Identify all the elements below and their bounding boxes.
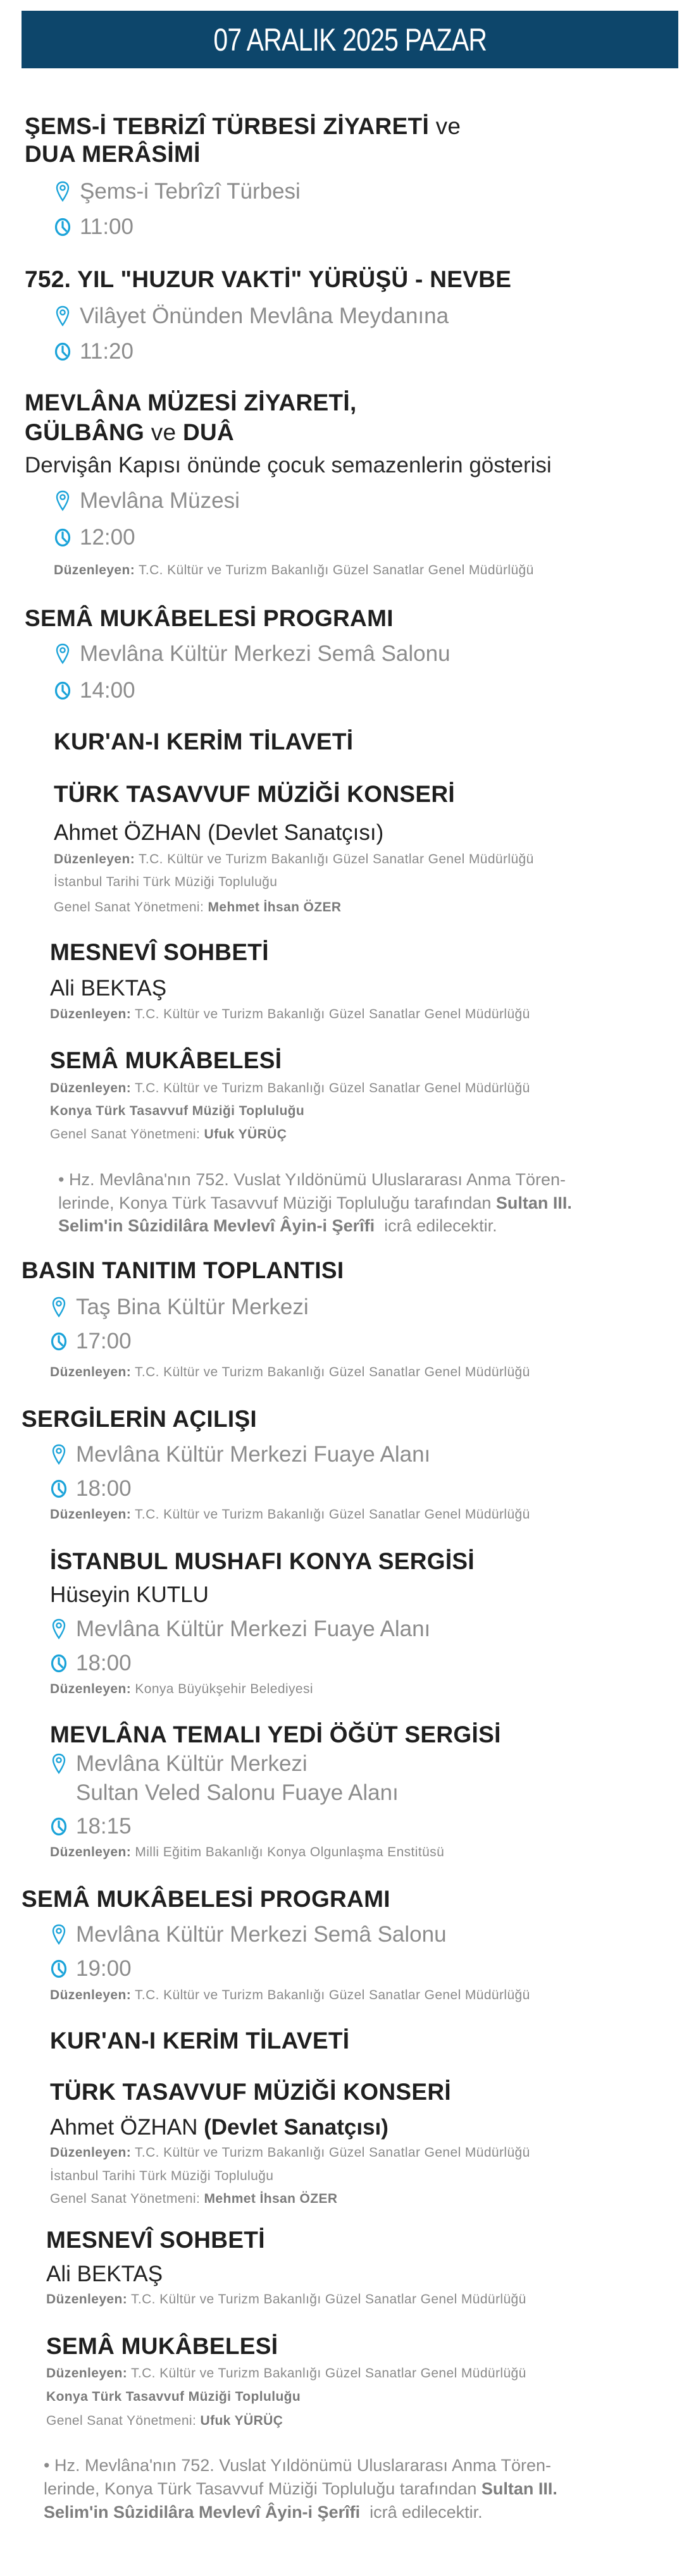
program-item-title: SEMÂ MUKÂBELESİ — [50, 1047, 282, 1073]
note-text: icrâ edilecektir. — [375, 1216, 497, 1235]
map-pin-icon — [50, 1618, 68, 1641]
title-suffix: ve — [429, 113, 461, 139]
event-location — [54, 487, 240, 515]
organizer-text: T.C. Kültür ve Turizm Bakanlığı Güzel Sanatlar Genel Müdürlüğü — [138, 852, 534, 866]
program-note-line — [58, 1214, 497, 1237]
organizer-label: Düzenleyen: — [46, 2366, 128, 2381]
clock-icon — [50, 1652, 68, 1675]
event-title: BASIN TANITIM TOPLANTISI — [22, 1257, 344, 1283]
event-location — [50, 1441, 430, 1469]
event-title-line2 — [25, 419, 234, 447]
event-description: Dervişân Kapısı önünde çocuk semazenlerin gösterisi — [25, 453, 552, 478]
ensemble: Konya Türk Tasavvuf Müziği Topluluğu — [46, 2389, 301, 2404]
title-text: ŞEMS-İ TEBRİZÎ TÜRBESİ ZİYARETİ — [25, 113, 430, 139]
time-text: 17:00 — [76, 1329, 132, 1353]
location-text: Şems-i Tebrîzî Türbesi — [80, 179, 301, 204]
event-location — [50, 1615, 430, 1643]
program-item-title: MESNEVÎ SOHBETİ — [46, 2227, 265, 2253]
map-pin-icon — [54, 180, 71, 203]
event-title: MEVLÂNA MÜZESİ ZİYARETİ, — [25, 390, 357, 416]
event-title: SERGİLERİN AÇILIŞI — [22, 1406, 258, 1432]
program-organizer — [46, 2290, 526, 2309]
performer-note: (Devlet Sanatçısı) — [208, 820, 384, 845]
time-text: 11:20 — [80, 339, 134, 364]
map-pin-icon — [50, 1753, 68, 1775]
program-note-line — [58, 1192, 572, 1214]
organizer-label: Düzenleyen: — [50, 1988, 132, 2002]
map-pin-icon — [50, 1923, 68, 1946]
note-bold: Sultan III. — [481, 2479, 557, 2498]
art-director — [46, 2412, 283, 2431]
program-note-line — [44, 2501, 483, 2524]
art-director-label: Genel Sanat Yönetmeni: — [46, 2413, 197, 2428]
map-pin-icon — [54, 643, 71, 665]
ensemble: İstanbul Tarihi Türk Müziği Topluluğu — [54, 875, 278, 889]
date-heading: 07 ARALIK 2025 PAZAR — [213, 22, 487, 58]
time-text: 18:15 — [76, 1814, 132, 1839]
artist-name: Hüseyin KUTLU — [50, 1582, 209, 1607]
time-text: 11:00 — [80, 214, 134, 239]
clock-icon — [54, 526, 71, 549]
event-time — [54, 213, 134, 241]
organizer-label: Düzenleyen: — [50, 1365, 132, 1379]
organizer-label: Düzenleyen: — [50, 1007, 132, 1021]
clock-icon — [54, 340, 71, 363]
art-director-label: Genel Sanat Yönetmeni: — [50, 2191, 201, 2206]
art-director-label: Genel Sanat Yönetmeni: — [54, 900, 204, 915]
organizer-label: Düzenleyen: — [50, 1845, 132, 1859]
map-pin-icon — [50, 1296, 68, 1319]
event-title — [25, 113, 461, 140]
program-item-title: KUR'AN-I KERİM TİLAVETİ — [50, 2028, 350, 2054]
art-director-name: Ufuk YÜRÜÇ — [204, 1127, 287, 1142]
event-time — [50, 1955, 132, 1983]
program-item-title: MESNEVÎ SOHBETİ — [50, 939, 269, 965]
clock-icon — [54, 216, 71, 238]
event-time — [54, 677, 135, 705]
event-time — [50, 1475, 132, 1503]
ensemble: İstanbul Tarihi Türk Müziği Topluluğu — [50, 2169, 274, 2183]
event-organizer — [50, 1843, 444, 1862]
organizer-text: T.C. Kültür ve Turizm Bakanlığı Güzel Sanatlar Genel Müdürlüğü — [130, 2366, 526, 2381]
program-note-line: • Hz. Mevlâna'nın 752. Vuslat Yıldönümü Uluslararası Anma Tören- — [58, 1170, 566, 1189]
time-text: 14:00 — [80, 678, 135, 703]
organizer-label: Düzenleyen: — [46, 2292, 128, 2307]
art-director-name: Ufuk YÜRÜÇ — [200, 2413, 283, 2428]
art-director — [50, 1125, 287, 1144]
time-text: 12:00 — [80, 525, 135, 550]
event-organizer — [50, 1986, 530, 2005]
organizer-text: T.C. Kültür ve Turizm Bakanlığı Güzel Sanatlar Genel Müdürlüğü — [134, 2145, 530, 2160]
art-director-name: Mehmet İhsan ÖZER — [208, 900, 342, 915]
event-title: SEMÂ MUKÂBELESİ PROGRAMI — [25, 605, 394, 631]
event-location — [54, 302, 449, 330]
event-location-line2: Sultan Veled Salonu Fuaye Alanı — [76, 1780, 399, 1805]
program-organizer — [50, 1005, 530, 1024]
map-pin-icon — [54, 490, 71, 512]
organizer-label: Düzenleyen: — [50, 1507, 132, 1522]
organizer-text: T.C. Kültür ve Turizm Bakanlığı Güzel Sanatlar Genel Müdürlüğü — [130, 2292, 526, 2307]
clock-icon — [50, 1957, 68, 1980]
time-text: 18:00 — [76, 1651, 132, 1675]
art-director — [50, 2190, 338, 2209]
performer-note: (Devlet Sanatçısı) — [204, 2115, 388, 2140]
art-director-label: Genel Sanat Yönetmeni: — [50, 1127, 201, 1142]
note-bold: Selim'in Sûzidilâra Mevlevî Âyin-i Şerîfi — [58, 1216, 375, 1235]
program-item-title: TÜRK TASAVVUF MÜZİĞİ KONSERİ — [54, 781, 455, 807]
date-banner — [22, 11, 678, 68]
event-organizer — [50, 1505, 530, 1524]
title-joiner: ve — [144, 419, 183, 445]
event-location — [50, 1750, 308, 1778]
program-note-line — [44, 2477, 557, 2500]
program-note-line: • Hz. Mevlâna'nın 752. Vuslat Yıldönümü Uluslararası Anma Tören- — [44, 2456, 552, 2475]
event-title: MEVLÂNA TEMALI YEDİ ÖĞÜT SERGİSİ — [50, 1722, 501, 1747]
art-director-name: Mehmet İhsan ÖZER — [204, 2191, 338, 2206]
program-item-title: SEMÂ MUKÂBELESİ — [46, 2333, 278, 2359]
event-location — [54, 178, 301, 206]
program-item-title: TÜRK TASAVVUF MÜZİĞİ KONSERİ — [50, 2079, 451, 2105]
location-text: Mevlâna Kültür Merkezi Semâ Salonu — [76, 1922, 447, 1947]
organizer-text: Konya Büyükşehir Belediyesi — [135, 1682, 313, 1696]
location-text: Mevlâna Kültür Merkezi Fuaye Alanı — [76, 1617, 431, 1641]
note-bold: Sultan III. — [495, 1193, 572, 1212]
note-bold: Selim'in Sûzidilâra Mevlevî Âyin-i Şerîfi — [44, 2503, 361, 2522]
program-organizer — [46, 2364, 526, 2383]
performer-name: Ahmet ÖZHAN — [50, 2115, 198, 2140]
clock-icon — [54, 679, 71, 702]
time-text: 19:00 — [76, 1956, 132, 1981]
event-organizer — [50, 1680, 313, 1699]
organizer-text: Milli Eğitim Bakanlığı Konya Olgunlaşma Enstitüsü — [135, 1845, 445, 1859]
location-text: Vilâyet Önünden Mevlâna Meydanına — [80, 304, 449, 328]
performer — [50, 2114, 388, 2142]
organizer-text: T.C. Kültür ve Turizm Bakanlığı Güzel Sanatlar Genel Müdürlüğü — [138, 563, 534, 577]
performer-name: Ali BEKTAŞ — [46, 2262, 163, 2286]
organizer-label: Düzenleyen: — [54, 563, 135, 577]
event-time — [50, 1813, 132, 1840]
ensemble: Konya Türk Tasavvuf Müziği Topluluğu — [50, 1104, 305, 1118]
note-text: lerinde, Konya Türk Tasavvuf Müziği Topluluğu tarafından — [44, 2479, 482, 2498]
program-organizer — [50, 1079, 530, 1098]
note-text: lerinde, Konya Türk Tasavvuf Müziği Topluluğu tarafından — [58, 1193, 496, 1212]
organizer-label: Düzenleyen: — [50, 1682, 132, 1696]
location-text: Taş Bina Kültür Merkezi — [76, 1295, 309, 1319]
clock-icon — [50, 1477, 68, 1500]
event-time — [50, 1649, 132, 1677]
program-item-title: KUR'AN-I KERİM TİLAVETİ — [54, 729, 354, 755]
organizer-text: T.C. Kültür ve Turizm Bakanlığı Güzel Sanatlar Genel Müdürlüğü — [134, 1365, 530, 1379]
event-title: İSTANBUL MUSHAFI KONYA SERGİSİ — [50, 1548, 475, 1574]
clock-icon — [50, 1815, 68, 1838]
clock-icon — [50, 1330, 68, 1353]
organizer-text: T.C. Kültür ve Turizm Bakanlığı Güzel Sanatlar Genel Müdürlüğü — [134, 1081, 530, 1095]
map-pin-icon — [50, 1443, 68, 1466]
performer-name: Ali BEKTAŞ — [50, 976, 167, 1001]
organizer-label: Düzenleyen: — [50, 1081, 132, 1095]
event-organizer — [54, 561, 534, 580]
event-location — [50, 1293, 309, 1321]
organizer-label: Düzenleyen: — [50, 2145, 132, 2160]
event-title-line2: DUA MERÂSİMİ — [25, 141, 201, 167]
art-director — [54, 898, 342, 917]
program-organizer — [50, 2143, 530, 2162]
event-time — [54, 524, 135, 552]
organizer-label: Düzenleyen: — [54, 852, 135, 866]
title-text: GÜLBÂNG — [25, 419, 145, 445]
time-text: 18:00 — [76, 1476, 132, 1501]
location-text: Mevlâna Kültür Merkezi — [76, 1751, 308, 1776]
location-text: Mevlâna Müzesi — [80, 488, 240, 513]
program-organizer — [54, 850, 534, 869]
organizer-text: T.C. Kültür ve Turizm Bakanlığı Güzel Sanatlar Genel Müdürlüğü — [134, 1988, 530, 2002]
location-text: Mevlâna Kültür Merkezi Fuaye Alanı — [76, 1442, 431, 1467]
event-location — [50, 1921, 447, 1949]
location-text: Mevlâna Kültür Merkezi Semâ Salonu — [80, 641, 451, 666]
note-text: icrâ edilecektir. — [360, 2503, 483, 2522]
event-location — [54, 640, 451, 668]
map-pin-icon — [54, 305, 71, 328]
performer — [54, 819, 383, 847]
performer-name: Ahmet ÖZHAN — [54, 820, 202, 845]
event-title: 752. YIL "HUZUR VAKTİ" YÜRÜŞÜ - NEVBE — [25, 266, 512, 292]
organizer-text: T.C. Kültür ve Turizm Bakanlığı Güzel Sanatlar Genel Müdürlüğü — [134, 1007, 530, 1021]
event-time — [50, 1328, 132, 1355]
title-text: DUÂ — [183, 419, 235, 445]
event-time — [54, 338, 134, 366]
event-organizer — [50, 1363, 530, 1382]
organizer-text: T.C. Kültür ve Turizm Bakanlığı Güzel Sanatlar Genel Müdürlüğü — [134, 1507, 530, 1522]
event-title: SEMÂ MUKÂBELESİ PROGRAMI — [22, 1886, 390, 1912]
